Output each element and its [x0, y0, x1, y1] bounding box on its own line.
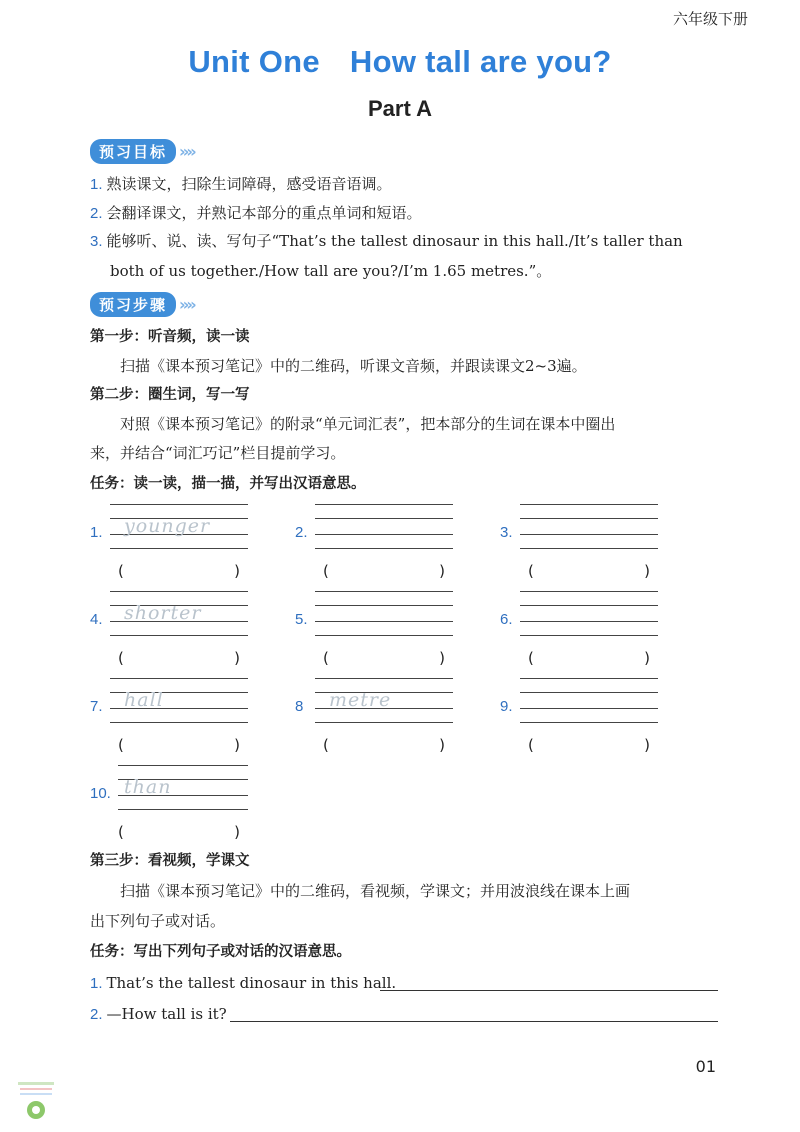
step2-title: 第二步：圈生词，写一写: [90, 387, 250, 403]
unit-title: [0, 44, 800, 80]
task1-title: 任务：读一读，描一描，并写出汉语意思。: [90, 476, 366, 492]
double-chevron-icon: »»: [179, 295, 194, 314]
goal-item-1: 1. 熟读课文，扫除生词障碍，感受语音语调。: [90, 175, 392, 193]
goal-item-2: 2. 会翻译课文，并熟记本部分的重点单词和短语。: [90, 204, 422, 222]
trace-word: metre: [329, 689, 392, 711]
vocab-item-9: 9. ( ): [500, 686, 680, 766]
section-tag-goals: [90, 139, 194, 164]
vocab-item-1: 1. younger ( ): [90, 512, 270, 592]
step3-title: 第三步：看视频，学课文: [90, 853, 250, 869]
trace-word: hall: [124, 689, 164, 711]
goal-item-3: 3. 能够听、说、读、写句子“That’s the tallest dinosaur in this hall./It’s taller than: [90, 232, 683, 250]
step1-title: 第一步：听音频，读一读: [90, 329, 250, 345]
step2-text-b: 来，并结合“词汇巧记”栏目提前学习。: [90, 444, 346, 462]
unit-question: How tall are you?: [349, 44, 612, 79]
sentence-2: 2. —How tall is it?: [90, 1005, 227, 1023]
page-number: 01: [695, 1057, 716, 1076]
answer-line-2[interactable]: [230, 1021, 718, 1022]
publisher-logo-icon: [14, 1078, 58, 1124]
step1-text: 扫描《课本预习笔记》中的二维码，听课文音频，并跟读课文2~3遍。: [120, 357, 587, 375]
double-chevron-icon: »»: [179, 142, 194, 161]
part-title: Part A: [368, 96, 432, 121]
vocab-item-4: 4. shorter ( ): [90, 599, 270, 679]
goals-pill: 预习目标: [90, 139, 176, 164]
goal-item-3-cont: both of us together./How tall are you?/I’m 1.65 metres.”。: [110, 262, 552, 280]
unit-name: Unit One: [188, 44, 320, 79]
steps-pill: 预习步骤: [90, 292, 176, 317]
vocab-item-6: 6. ( ): [500, 599, 680, 679]
task2-title: 任务：写出下列句子或对话的汉语意思。: [90, 944, 351, 960]
vocab-item-10: 10. than ( ): [90, 773, 270, 853]
vocab-item-2: 2. ( ): [295, 512, 475, 592]
step3-text-b: 出下列句子或对话。: [90, 912, 226, 930]
grade-label: 六年级下册: [672, 10, 748, 28]
step3-text-a: 扫描《课本预习笔记》中的二维码，看视频，学课文；并用波浪线在课本上画: [120, 882, 631, 900]
section-tag-steps: [90, 292, 194, 317]
answer-line-1[interactable]: [380, 990, 718, 991]
vocab-item-5: 5. ( ): [295, 599, 475, 679]
step2-text-a: 对照《课本预习笔记》的附录“单元词汇表”，把本部分的生词在课本中圈出: [120, 415, 616, 433]
trace-word: shorter: [124, 602, 202, 624]
vocab-item-7: 7. hall ( ): [90, 686, 270, 766]
trace-word: younger: [124, 515, 211, 537]
trace-word: than: [124, 776, 172, 798]
vocab-item-3: 3. ( ): [500, 512, 680, 592]
sentence-1: 1. That’s the tallest dinosaur in this hall.: [90, 974, 397, 992]
vocab-item-8: 8 metre ( ): [295, 686, 475, 766]
